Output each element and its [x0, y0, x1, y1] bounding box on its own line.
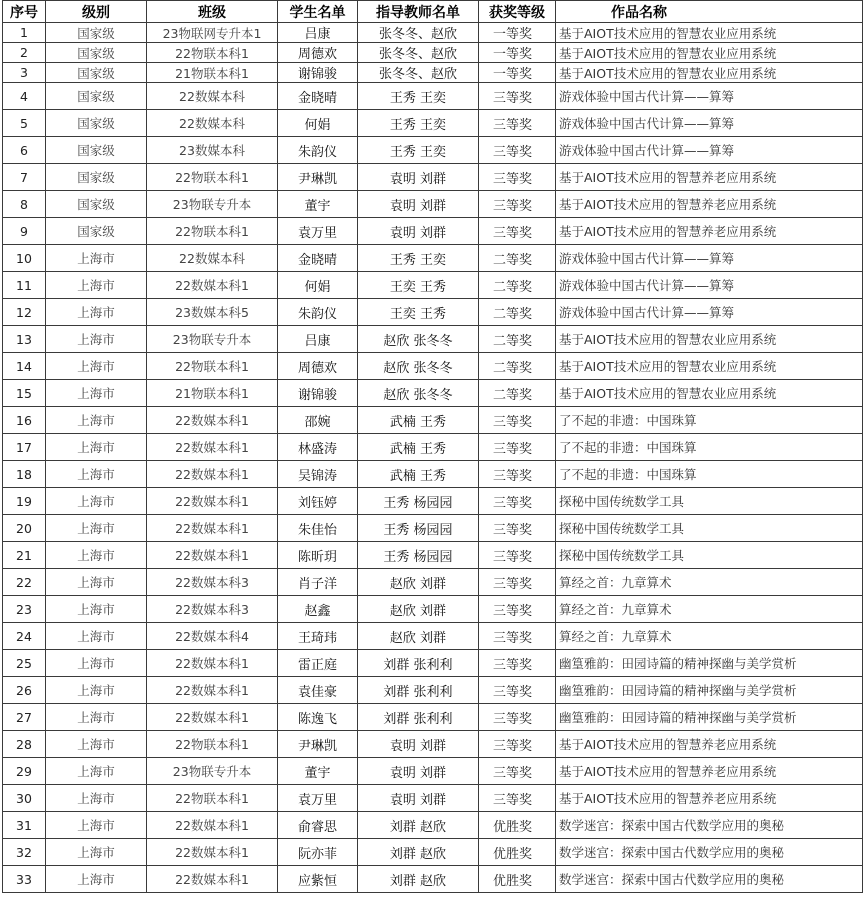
header-award: 获奖等级 — [479, 1, 556, 23]
cell-class[interactable]: 21物联本科1 — [147, 63, 278, 83]
cell-student[interactable]: 袁万里 — [278, 218, 358, 245]
cell-award[interactable]: 三等奖 — [479, 677, 556, 704]
table-row — [3, 43, 863, 63]
cell-student[interactable]: 周德欢 — [278, 43, 358, 63]
cell-award[interactable]: 三等奖 — [479, 137, 556, 164]
cell-work[interactable]: 探秘中国传统数学工具 — [556, 488, 863, 515]
cell-class[interactable]: 22数媒本科3 — [147, 596, 278, 623]
cell-work[interactable]: 数学迷宫：探索中国古代数学应用的奥秘 — [556, 812, 863, 839]
cell-teacher[interactable]: 刘群 赵欣 — [358, 812, 479, 839]
cell-class[interactable]: 22数媒本科1 — [147, 272, 278, 299]
cell-student[interactable]: 谢锦骏 — [278, 380, 358, 407]
cell-work[interactable]: 基于AIOT技术应用的智慧农业应用系统 — [556, 380, 863, 407]
table-row — [3, 704, 863, 731]
cell-work[interactable]: 基于AIOT技术应用的智慧养老应用系统 — [556, 758, 863, 785]
table-row — [3, 83, 863, 110]
cell-award[interactable]: 一等奖 — [479, 43, 556, 63]
cell-teacher[interactable]: 赵欣 刘群 — [358, 569, 479, 596]
cell-award[interactable]: 三等奖 — [479, 407, 556, 434]
cell-student[interactable]: 赵鑫 — [278, 596, 358, 623]
cell-index[interactable]: 10 — [3, 245, 46, 272]
cell-teacher[interactable]: 刘群 张利利 — [358, 650, 479, 677]
cell-teacher[interactable]: 武楠 王秀 — [358, 407, 479, 434]
cell-work[interactable]: 探秘中国传统数学工具 — [556, 515, 863, 542]
table-row — [3, 353, 863, 380]
table-row — [3, 839, 863, 866]
cell-student[interactable]: 谢锦骏 — [278, 63, 358, 83]
cell-teacher[interactable]: 袁明 刘群 — [358, 218, 479, 245]
cell-student[interactable]: 金晓晴 — [278, 245, 358, 272]
cell-award[interactable]: 二等奖 — [479, 380, 556, 407]
cell-level[interactable]: 上海市 — [46, 542, 147, 569]
cell-teacher[interactable]: 王秀 王奕 — [358, 245, 479, 272]
cell-index[interactable]: 29 — [3, 758, 46, 785]
cell-teacher[interactable]: 武楠 王秀 — [358, 461, 479, 488]
cell-award[interactable]: 一等奖 — [479, 63, 556, 83]
cell-work[interactable]: 基于AIOT技术应用的智慧农业应用系统 — [556, 353, 863, 380]
cell-award[interactable]: 二等奖 — [479, 326, 556, 353]
cell-work[interactable]: 算经之首：九章算术 — [556, 596, 863, 623]
cell-class[interactable]: 22物联本科1 — [147, 731, 278, 758]
cell-student[interactable]: 林盛涛 — [278, 434, 358, 461]
cell-award[interactable]: 优胜奖 — [479, 866, 556, 893]
cell-teacher[interactable]: 武楠 王秀 — [358, 434, 479, 461]
cell-student[interactable]: 金晓晴 — [278, 83, 358, 110]
cell-level[interactable]: 国家级 — [46, 110, 147, 137]
cell-work[interactable]: 幽篁雅韵：田园诗篇的精神探幽与美学赏析 — [556, 650, 863, 677]
cell-class[interactable]: 23物联网专升本1 — [147, 23, 278, 43]
cell-class[interactable]: 23数媒本科 — [147, 137, 278, 164]
cell-level[interactable]: 上海市 — [46, 731, 147, 758]
cell-class[interactable]: 22数媒本科1 — [147, 812, 278, 839]
cell-teacher[interactable]: 张冬冬、赵欣 — [358, 63, 479, 83]
table-row — [3, 785, 863, 812]
table-row — [3, 137, 863, 164]
cell-index[interactable]: 8 — [3, 191, 46, 218]
cell-class[interactable]: 22数媒本科1 — [147, 434, 278, 461]
cell-student[interactable]: 邵婉 — [278, 407, 358, 434]
cell-level[interactable]: 国家级 — [46, 137, 147, 164]
cell-teacher[interactable]: 袁明 刘群 — [358, 731, 479, 758]
table-row — [3, 272, 863, 299]
cell-award[interactable]: 三等奖 — [479, 623, 556, 650]
cell-student[interactable]: 陈昕玥 — [278, 542, 358, 569]
cell-class[interactable]: 21物联本科1 — [147, 380, 278, 407]
cell-teacher[interactable]: 王秀 王奕 — [358, 137, 479, 164]
cell-student[interactable]: 朱韵仪 — [278, 137, 358, 164]
cell-teacher[interactable]: 王秀 王奕 — [358, 110, 479, 137]
cell-student[interactable]: 肖子洋 — [278, 569, 358, 596]
header-class: 班级 — [147, 1, 278, 23]
cell-award[interactable]: 一等奖 — [479, 23, 556, 43]
cell-student[interactable]: 俞睿思 — [278, 812, 358, 839]
cell-level[interactable]: 上海市 — [46, 272, 147, 299]
cell-student[interactable]: 吴锦涛 — [278, 461, 358, 488]
table-row — [3, 245, 863, 272]
cell-index[interactable]: 12 — [3, 299, 46, 326]
cell-award[interactable]: 三等奖 — [479, 731, 556, 758]
cell-class[interactable]: 22数媒本科 — [147, 110, 278, 137]
cell-index[interactable]: 9 — [3, 218, 46, 245]
cell-teacher[interactable]: 刘群 张利利 — [358, 677, 479, 704]
cell-index[interactable]: 26 — [3, 677, 46, 704]
cell-level[interactable]: 上海市 — [46, 434, 147, 461]
cell-award[interactable]: 优胜奖 — [479, 839, 556, 866]
cell-class[interactable]: 22数媒本科 — [147, 245, 278, 272]
cell-work[interactable]: 基于AIOT技术应用的智慧农业应用系统 — [556, 326, 863, 353]
header-index: 序号 — [3, 1, 46, 23]
cell-award[interactable]: 三等奖 — [479, 83, 556, 110]
cell-class[interactable]: 22数媒本科4 — [147, 623, 278, 650]
cell-level[interactable]: 上海市 — [46, 623, 147, 650]
cell-class[interactable]: 22数媒本科1 — [147, 407, 278, 434]
cell-award[interactable]: 三等奖 — [479, 164, 556, 191]
table-row — [3, 299, 863, 326]
cell-class[interactable]: 22数媒本科1 — [147, 488, 278, 515]
cell-student[interactable]: 袁佳豪 — [278, 677, 358, 704]
table-row — [3, 758, 863, 785]
table-row — [3, 23, 863, 43]
table-row — [3, 569, 863, 596]
cell-work[interactable]: 基于AIOT技术应用的智慧农业应用系统 — [556, 43, 863, 63]
cell-index[interactable]: 27 — [3, 704, 46, 731]
cell-level[interactable]: 上海市 — [46, 299, 147, 326]
cell-student[interactable]: 应紫恒 — [278, 866, 358, 893]
cell-work[interactable]: 探秘中国传统数学工具 — [556, 542, 863, 569]
cell-student[interactable]: 何娟 — [278, 110, 358, 137]
cell-index[interactable]: 22 — [3, 569, 46, 596]
header-student: 学生名单 — [278, 1, 358, 23]
cell-work[interactable]: 游戏体验中国古代计算——算筹 — [556, 110, 863, 137]
cell-award[interactable]: 三等奖 — [479, 785, 556, 812]
cell-teacher[interactable]: 王秀 杨园园 — [358, 542, 479, 569]
cell-work[interactable]: 基于AIOT技术应用的智慧农业应用系统 — [556, 63, 863, 83]
cell-award[interactable]: 三等奖 — [479, 461, 556, 488]
table-row — [3, 63, 863, 83]
cell-index[interactable]: 5 — [3, 110, 46, 137]
cell-student[interactable]: 吕康 — [278, 23, 358, 43]
cell-index[interactable]: 7 — [3, 164, 46, 191]
cell-index[interactable]: 17 — [3, 434, 46, 461]
cell-award[interactable]: 二等奖 — [479, 245, 556, 272]
cell-work[interactable]: 基于AIOT技术应用的智慧养老应用系统 — [556, 785, 863, 812]
cell-work[interactable]: 了不起的非遗：中国珠算 — [556, 407, 863, 434]
table-row — [3, 623, 863, 650]
cell-award[interactable]: 三等奖 — [479, 218, 556, 245]
cell-level[interactable]: 上海市 — [46, 812, 147, 839]
cell-level[interactable]: 上海市 — [46, 353, 147, 380]
cell-teacher[interactable]: 张冬冬、赵欣 — [358, 43, 479, 63]
cell-index[interactable]: 20 — [3, 515, 46, 542]
cell-student[interactable]: 袁万里 — [278, 785, 358, 812]
cell-work[interactable]: 基于AIOT技术应用的智慧养老应用系统 — [556, 218, 863, 245]
cell-class[interactable]: 22数媒本科1 — [147, 461, 278, 488]
cell-level[interactable]: 上海市 — [46, 785, 147, 812]
cell-level[interactable]: 上海市 — [46, 839, 147, 866]
cell-level[interactable]: 上海市 — [46, 866, 147, 893]
cell-level[interactable]: 上海市 — [46, 461, 147, 488]
cell-award[interactable]: 三等奖 — [479, 191, 556, 218]
table-row — [3, 596, 863, 623]
table-row — [3, 326, 863, 353]
cell-teacher[interactable]: 王奕 王秀 — [358, 272, 479, 299]
header-row — [3, 1, 863, 23]
table-row — [3, 164, 863, 191]
cell-level[interactable]: 国家级 — [46, 164, 147, 191]
cell-class[interactable]: 22数媒本科1 — [147, 515, 278, 542]
cell-level[interactable]: 国家级 — [46, 218, 147, 245]
cell-student[interactable]: 朱佳怡 — [278, 515, 358, 542]
table-row — [3, 218, 863, 245]
cell-class[interactable]: 22数媒本科1 — [147, 677, 278, 704]
cell-award[interactable]: 三等奖 — [479, 488, 556, 515]
table-row — [3, 191, 863, 218]
cell-class[interactable]: 22数媒本科1 — [147, 866, 278, 893]
cell-teacher[interactable]: 袁明 刘群 — [358, 758, 479, 785]
cell-student[interactable]: 尹琳凯 — [278, 164, 358, 191]
cell-teacher[interactable]: 袁明 刘群 — [358, 785, 479, 812]
cell-class[interactable]: 22物联本科1 — [147, 353, 278, 380]
cell-level[interactable]: 国家级 — [46, 191, 147, 218]
cell-student[interactable]: 董宇 — [278, 758, 358, 785]
cell-index[interactable]: 16 — [3, 407, 46, 434]
cell-work[interactable]: 游戏体验中国古代计算——算筹 — [556, 245, 863, 272]
cell-work[interactable]: 幽篁雅韵：田园诗篇的精神探幽与美学赏析 — [556, 677, 863, 704]
cell-work[interactable]: 数学迷宫：探索中国古代数学应用的奥秘 — [556, 866, 863, 893]
header-teacher: 指导教师名单 — [358, 1, 479, 23]
cell-index[interactable]: 32 — [3, 839, 46, 866]
cell-teacher[interactable]: 赵欣 刘群 — [358, 623, 479, 650]
cell-level[interactable]: 上海市 — [46, 515, 147, 542]
cell-award[interactable]: 三等奖 — [479, 650, 556, 677]
cell-work[interactable]: 算经之首：九章算术 — [556, 623, 863, 650]
cell-award[interactable]: 三等奖 — [479, 758, 556, 785]
cell-student[interactable]: 雷正庭 — [278, 650, 358, 677]
cell-student[interactable]: 何娟 — [278, 272, 358, 299]
cell-class[interactable]: 22数媒本科1 — [147, 650, 278, 677]
cell-index[interactable]: 11 — [3, 272, 46, 299]
cell-student[interactable]: 尹琳凯 — [278, 731, 358, 758]
cell-class[interactable]: 23物联专升本 — [147, 191, 278, 218]
cell-teacher[interactable]: 王秀 杨园园 — [358, 515, 479, 542]
table-row — [3, 677, 863, 704]
cell-level[interactable]: 国家级 — [46, 83, 147, 110]
cell-level[interactable]: 上海市 — [46, 488, 147, 515]
table-row — [3, 434, 863, 461]
cell-student[interactable]: 董宇 — [278, 191, 358, 218]
cell-work[interactable]: 数学迷宫：探索中国古代数学应用的奥秘 — [556, 839, 863, 866]
cell-award[interactable]: 三等奖 — [479, 542, 556, 569]
cell-index[interactable]: 6 — [3, 137, 46, 164]
cell-level[interactable]: 上海市 — [46, 596, 147, 623]
cell-teacher[interactable]: 赵欣 张冬冬 — [358, 326, 479, 353]
cell-award[interactable]: 优胜奖 — [479, 812, 556, 839]
cell-teacher[interactable]: 袁明 刘群 — [358, 164, 479, 191]
cell-level[interactable]: 上海市 — [46, 569, 147, 596]
table-row — [3, 380, 863, 407]
cell-teacher[interactable]: 赵欣 张冬冬 — [358, 380, 479, 407]
cell-index[interactable]: 23 — [3, 596, 46, 623]
awards-table — [2, 0, 863, 893]
cell-index[interactable]: 3 — [3, 63, 46, 83]
cell-index[interactable]: 25 — [3, 650, 46, 677]
table-row — [3, 542, 863, 569]
cell-teacher[interactable]: 刘群 赵欣 — [358, 839, 479, 866]
cell-teacher[interactable]: 王秀 杨园园 — [358, 488, 479, 515]
cell-index[interactable]: 4 — [3, 83, 46, 110]
cell-work[interactable]: 了不起的非遗：中国珠算 — [556, 461, 863, 488]
cell-award[interactable]: 三等奖 — [479, 704, 556, 731]
cell-student[interactable]: 周德欢 — [278, 353, 358, 380]
cell-teacher[interactable]: 王奕 王秀 — [358, 299, 479, 326]
cell-work[interactable]: 基于AIOT技术应用的智慧养老应用系统 — [556, 191, 863, 218]
cell-level[interactable]: 上海市 — [46, 326, 147, 353]
cell-teacher[interactable]: 张冬冬、赵欣 — [358, 23, 479, 43]
cell-class[interactable]: 22数媒本科3 — [147, 569, 278, 596]
cell-class[interactable]: 22物联本科1 — [147, 785, 278, 812]
cell-award[interactable]: 三等奖 — [479, 110, 556, 137]
cell-index[interactable]: 13 — [3, 326, 46, 353]
table-row — [3, 110, 863, 137]
header-work: 作品名称 — [556, 1, 863, 23]
cell-award[interactable]: 二等奖 — [479, 353, 556, 380]
cell-index[interactable]: 19 — [3, 488, 46, 515]
cell-class[interactable]: 23物联专升本 — [147, 758, 278, 785]
cell-teacher[interactable]: 刘群 张利利 — [358, 704, 479, 731]
cell-index[interactable]: 14 — [3, 353, 46, 380]
cell-teacher[interactable]: 赵欣 张冬冬 — [358, 353, 479, 380]
cell-student[interactable]: 刘钰婷 — [278, 488, 358, 515]
cell-index[interactable]: 28 — [3, 731, 46, 758]
cell-student[interactable]: 朱韵仪 — [278, 299, 358, 326]
cell-class[interactable]: 22数媒本科1 — [147, 839, 278, 866]
cell-teacher[interactable]: 赵欣 刘群 — [358, 596, 479, 623]
cell-teacher[interactable]: 袁明 刘群 — [358, 191, 479, 218]
cell-teacher[interactable]: 王秀 王奕 — [358, 83, 479, 110]
header-level: 级别 — [46, 1, 147, 23]
table-row — [3, 515, 863, 542]
cell-index[interactable]: 18 — [3, 461, 46, 488]
cell-level[interactable]: 上海市 — [46, 380, 147, 407]
cell-class[interactable]: 22物联本科1 — [147, 43, 278, 63]
table-body — [3, 23, 863, 893]
cell-class[interactable]: 22数媒本科1 — [147, 704, 278, 731]
cell-class[interactable]: 22数媒本科1 — [147, 542, 278, 569]
cell-student[interactable]: 陈逸飞 — [278, 704, 358, 731]
cell-level[interactable]: 上海市 — [46, 704, 147, 731]
cell-class[interactable]: 22物联本科1 — [147, 164, 278, 191]
cell-student[interactable]: 吕康 — [278, 326, 358, 353]
table-row — [3, 461, 863, 488]
cell-level[interactable]: 国家级 — [46, 63, 147, 83]
cell-award[interactable]: 三等奖 — [479, 515, 556, 542]
table-row — [3, 731, 863, 758]
cell-work[interactable]: 基于AIOT技术应用的智慧养老应用系统 — [556, 731, 863, 758]
cell-index[interactable]: 2 — [3, 43, 46, 63]
cell-award[interactable]: 二等奖 — [479, 272, 556, 299]
cell-work[interactable]: 了不起的非遗：中国珠算 — [556, 434, 863, 461]
table-row — [3, 407, 863, 434]
cell-class[interactable]: 22物联本科1 — [147, 218, 278, 245]
table-row — [3, 650, 863, 677]
table-row — [3, 866, 863, 893]
cell-award[interactable]: 二等奖 — [479, 299, 556, 326]
cell-student[interactable]: 王琦玮 — [278, 623, 358, 650]
cell-work[interactable]: 游戏体验中国古代计算——算筹 — [556, 299, 863, 326]
cell-award[interactable]: 三等奖 — [479, 596, 556, 623]
cell-class[interactable]: 22数媒本科 — [147, 83, 278, 110]
cell-index[interactable]: 31 — [3, 812, 46, 839]
cell-work[interactable]: 基于AIOT技术应用的智慧农业应用系统 — [556, 23, 863, 43]
cell-work[interactable]: 算经之首：九章算术 — [556, 569, 863, 596]
cell-class[interactable]: 23物联专升本 — [147, 326, 278, 353]
cell-level[interactable]: 上海市 — [46, 677, 147, 704]
cell-index[interactable]: 1 — [3, 23, 46, 43]
cell-index[interactable]: 33 — [3, 866, 46, 893]
cell-teacher[interactable]: 刘群 赵欣 — [358, 866, 479, 893]
cell-work[interactable]: 幽篁雅韵：田园诗篇的精神探幽与美学赏析 — [556, 704, 863, 731]
cell-level[interactable]: 国家级 — [46, 23, 147, 43]
cell-work[interactable]: 基于AIOT技术应用的智慧养老应用系统 — [556, 164, 863, 191]
cell-student[interactable]: 阮亦菲 — [278, 839, 358, 866]
cell-index[interactable]: 21 — [3, 542, 46, 569]
cell-work[interactable]: 游戏体验中国古代计算——算筹 — [556, 83, 863, 110]
cell-level[interactable]: 上海市 — [46, 650, 147, 677]
cell-level[interactable]: 上海市 — [46, 758, 147, 785]
table-row — [3, 812, 863, 839]
cell-work[interactable]: 游戏体验中国古代计算——算筹 — [556, 137, 863, 164]
cell-award[interactable]: 三等奖 — [479, 569, 556, 596]
cell-work[interactable]: 游戏体验中国古代计算——算筹 — [556, 272, 863, 299]
cell-award[interactable]: 三等奖 — [479, 434, 556, 461]
cell-level[interactable]: 上海市 — [46, 407, 147, 434]
cell-level[interactable]: 国家级 — [46, 43, 147, 63]
cell-index[interactable]: 30 — [3, 785, 46, 812]
cell-index[interactable]: 24 — [3, 623, 46, 650]
cell-index[interactable]: 15 — [3, 380, 46, 407]
cell-level[interactable]: 上海市 — [46, 245, 147, 272]
cell-class[interactable]: 23数媒本科5 — [147, 299, 278, 326]
table-row — [3, 488, 863, 515]
